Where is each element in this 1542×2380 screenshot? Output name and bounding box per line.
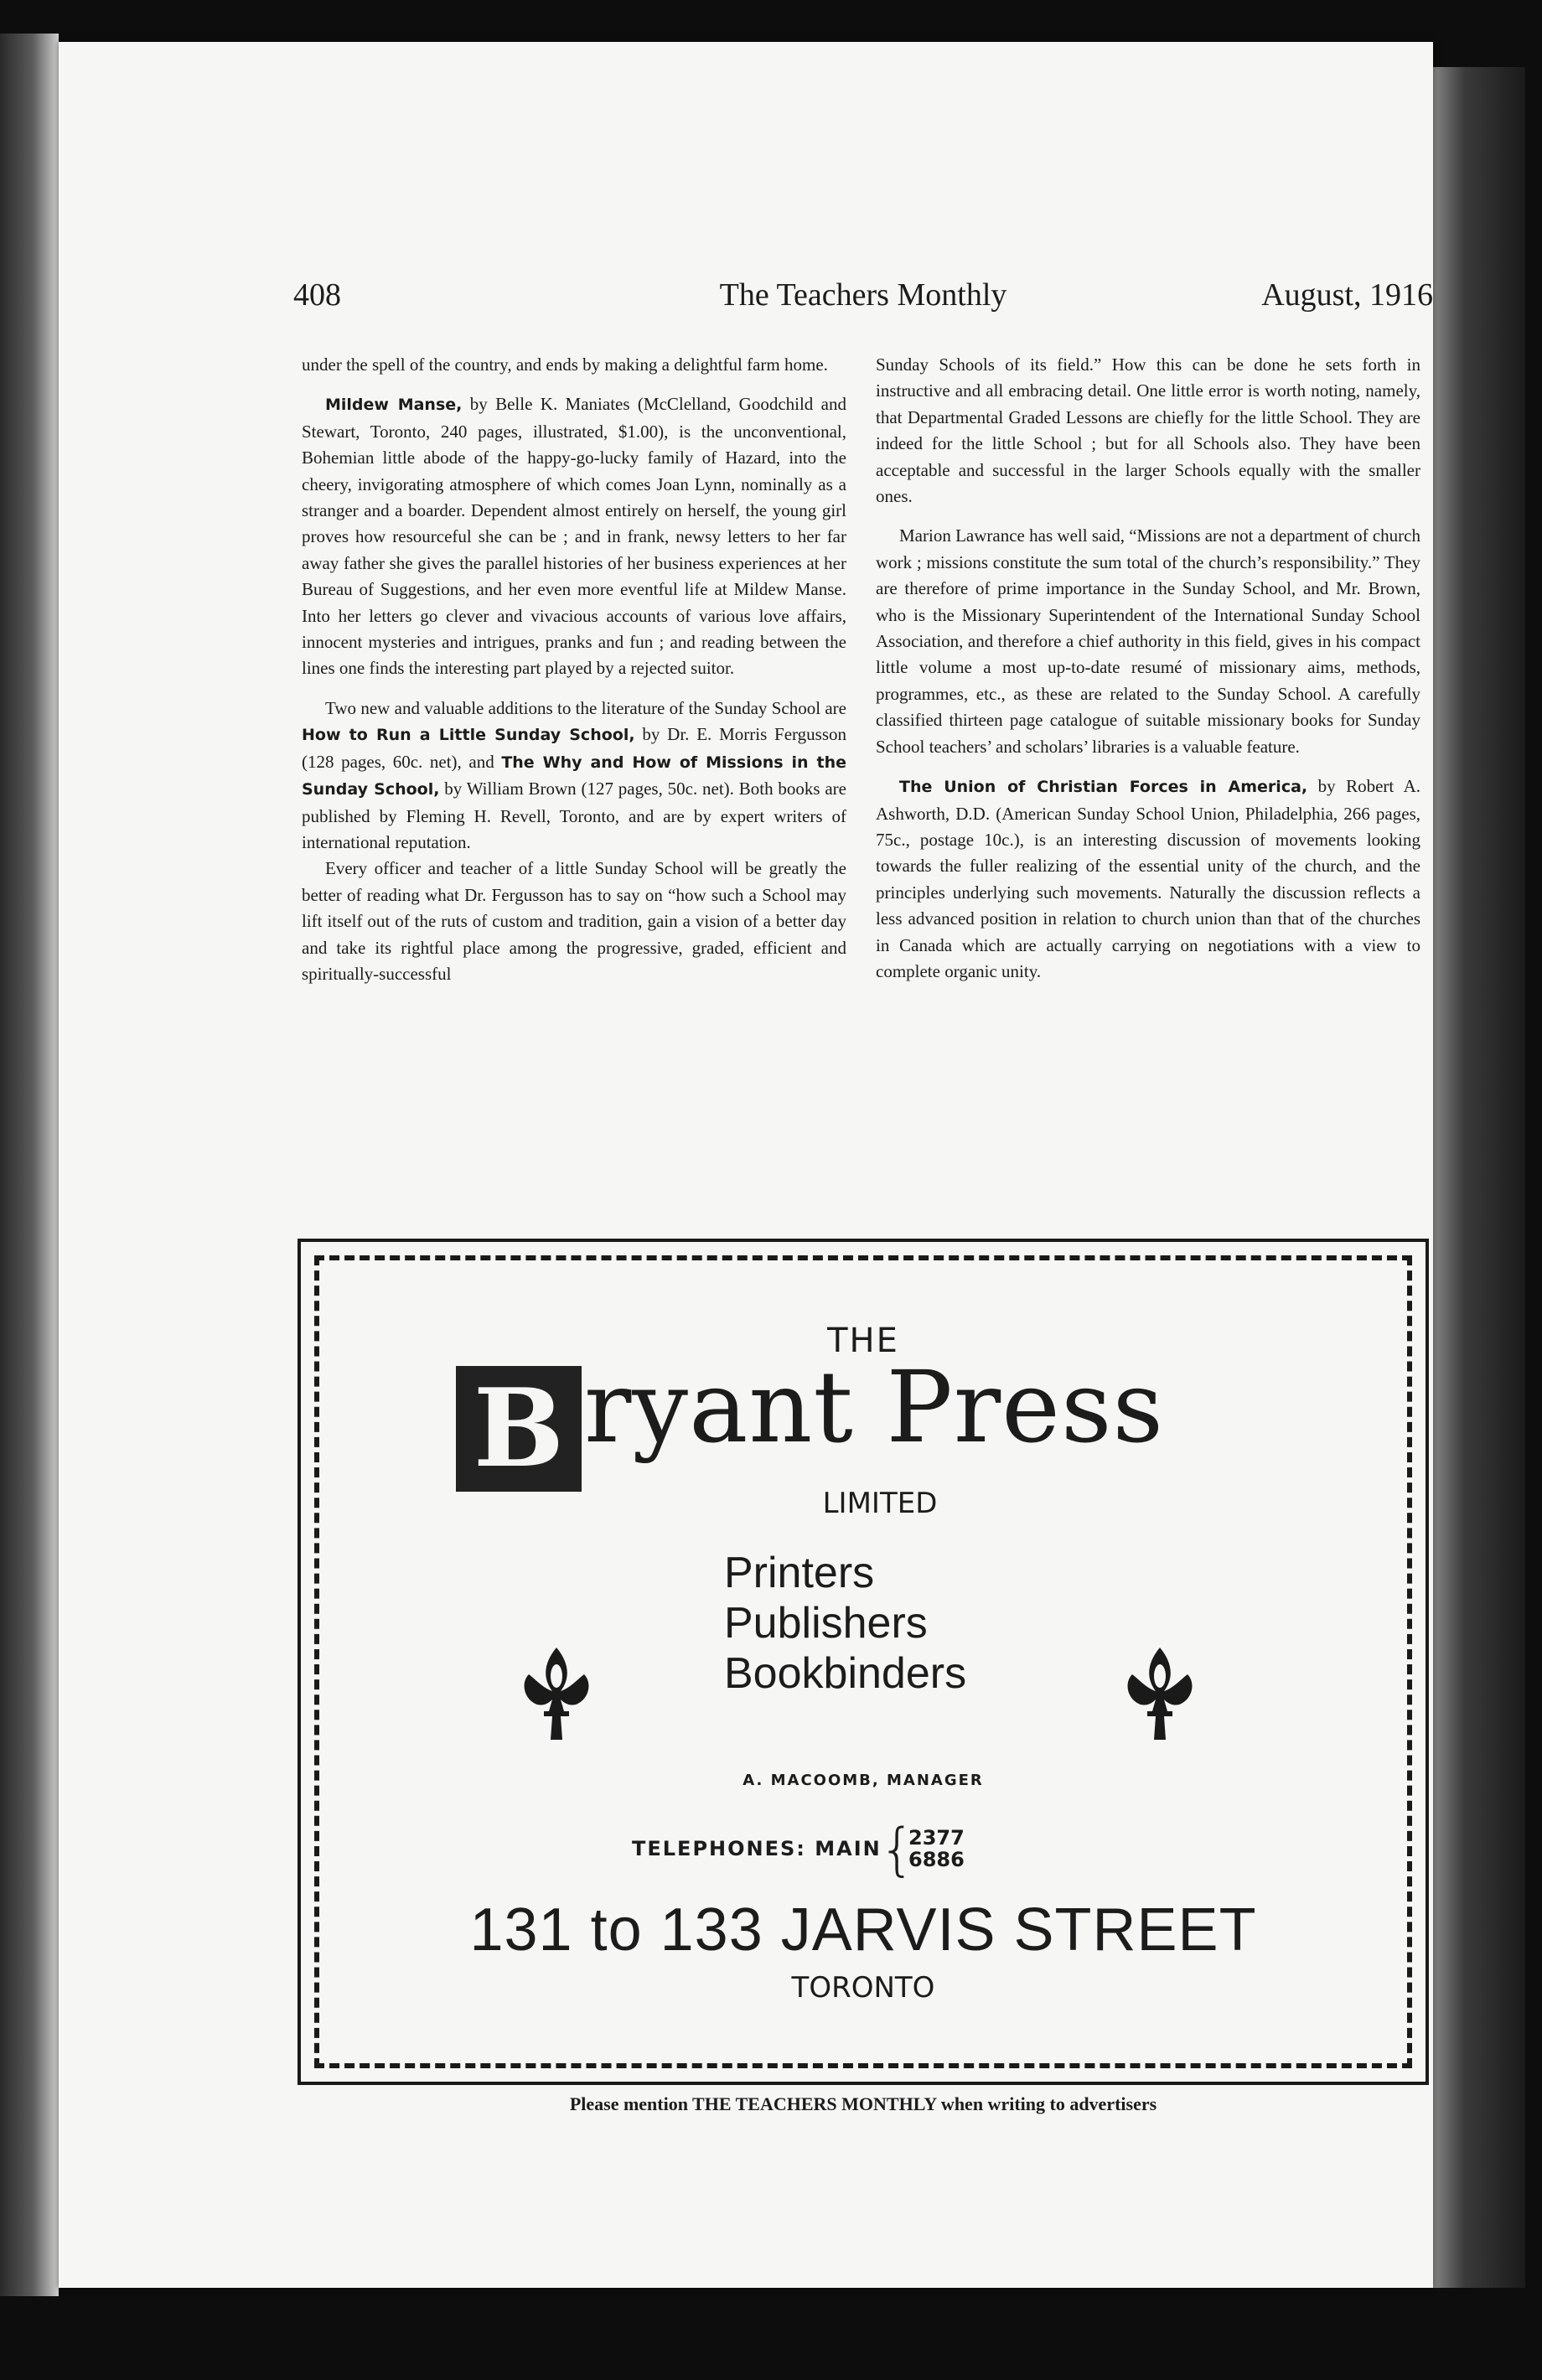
ornate-initial: B <box>456 1366 582 1492</box>
fleur-de-lis-icon <box>1122 1644 1198 1745</box>
brand-name: ryant Press <box>584 1349 1165 1465</box>
book-title: The Why and How of Missions in the Sunday School, <box>302 753 846 799</box>
paragraph: Sunday Schools of its field.” How this can be done he sets forth in instructive and all embracing detail. One little error is worth noting, namely, that Departmental Graded Lessons are chiefly for the little School. They are indeed for the little School ; but for all Schools also. They have been acceptable and successful in the larger Schools equally with the smaller ones. <box>876 354 1420 507</box>
telephone-number: 2377 <box>908 1826 965 1850</box>
magazine-page <box>59 42 1433 2288</box>
paragraph: Every officer and teacher of a little Sunday School will be greatly the better of reading what Dr. Fergusson has to say on “how such a School may lift itself out of the ruts of custom and tradition, gain a vision of a better day and take its rightful place among the progressive, graded, efficient and spiritually-successful <box>302 858 846 984</box>
bryant-press-advertisement <box>298 1239 1429 2085</box>
ad-services <box>724 1548 966 1699</box>
book-title: How to Run a Little Sunday School, <box>302 726 635 745</box>
review-sunday-school-books: Two new and valuable additions to the literature of the Sunday School are How to Run a Little Sunday School, by Dr. E. Morris Fergusson (128 pages, 60c. net), and The Why and How of Missions in the Sunday School, by William Brown (127 pages, 50c. net). Both books are published by Fleming H. Revell, Toronto, and are by expert writers of international reputation. <box>302 697 846 852</box>
service-item: Bookbinders <box>724 1649 967 1698</box>
page-number: 408 <box>293 277 341 313</box>
brace-glyph: { <box>879 1817 916 1883</box>
right-column <box>876 352 1420 985</box>
ad-brand <box>301 1349 1426 1492</box>
ad-manager: A. MACOOMB, MANAGER <box>743 1772 984 1789</box>
service-item: Publishers <box>724 1599 928 1648</box>
paragraph: Marion Lawrance has well said, “Missions are not a department of church work ; missions constitute the sum total of the church’s responsibility.” They are therefore of prime importance in the Sunday School, and Mr. Brown, who is the Missionary Superintendent of the International Sunday School Association, and therefore a chief authority in this field, gives in his compact little volume a most up-to-date resumé of missionary aims, methods, programmes, etc., as these are related to the Sunday School. A carefully classified thirteen page catalogue of suitable missionary books for Sunday School teachers’ and scholars’ libraries is a valuable feature. <box>876 525 1420 757</box>
ad-city: TORONTO <box>791 1971 935 2005</box>
book-title: The Union of Christian Forces in America, <box>899 778 1308 797</box>
review-mildew-manse: Mildew Manse, by Belle K. Maniates (McClelland, Goodchild and Stewart, Toronto, 240 pages, illustrated, $1.00), is the unconventional, Bohemian little abode of the happy-go-lucky family of Hazard, into the cheery, invigorating atmosphere of which comes Joan Lynn, nominally as a stranger and a boarder. Dependent almost entirely on herself, the young girl proves how resourceful she can be ; and in frank, newsy letters to her far away father she gives the parallel histories of her business experiences at her Bureau of Suggestions, and her even more eventful life at Mildew Manse. Into her letters go clever and vivacious accounts of various love affairs, innocent mysteries and intrigues, pranks and fun ; and reading between the lines one finds the interesting part played by a rejected suitor. <box>302 394 846 679</box>
telephones-label: TELEPHONES: MAIN <box>632 1837 882 1860</box>
book-title: Mildew Manse, <box>325 396 463 415</box>
telephone-numbers <box>908 1827 965 1870</box>
review-union-christian-forces: The Union of Christian Forces in America, by Robert A. Ashworth, D.D. (American Sunday School Union, Philadelphia, 266 pages, 75c., postage 10c.), is an interesting discussion of movements looking towards the fuller realizing of the essential unity of the church, and the principles underlying such movements. Naturally the discussion reflects a less advanced position in relation to church union than that of the churches in Canada which are actually carrying on negotiations with a view to complete organic unity. <box>876 776 1420 981</box>
book-binding-right <box>1425 67 1525 2288</box>
ad-the: THE <box>827 1322 899 1360</box>
left-column <box>302 352 846 987</box>
service-item: Printers <box>724 1549 875 1597</box>
ad-address: 131 to 133 JARVIS STREET <box>469 1896 1257 1964</box>
ad-limited: LIMITED <box>822 1487 938 1520</box>
paragraph: under the spell of the country, and ends by making a delightful farm home. <box>302 354 828 375</box>
fleur-de-lis-icon <box>519 1644 594 1745</box>
publication-title: The Teachers Monthly <box>719 277 1007 313</box>
issue-date: August, 1916 <box>1261 277 1433 313</box>
ad-telephones <box>301 1817 1426 1883</box>
page-header <box>293 277 1433 327</box>
telephone-number: 6886 <box>908 1848 965 1871</box>
page-footer: Please mention THE TEACHERS MONTHLY when writing to advertisers <box>569 2093 1157 2114</box>
book-binding-left <box>0 34 59 2296</box>
